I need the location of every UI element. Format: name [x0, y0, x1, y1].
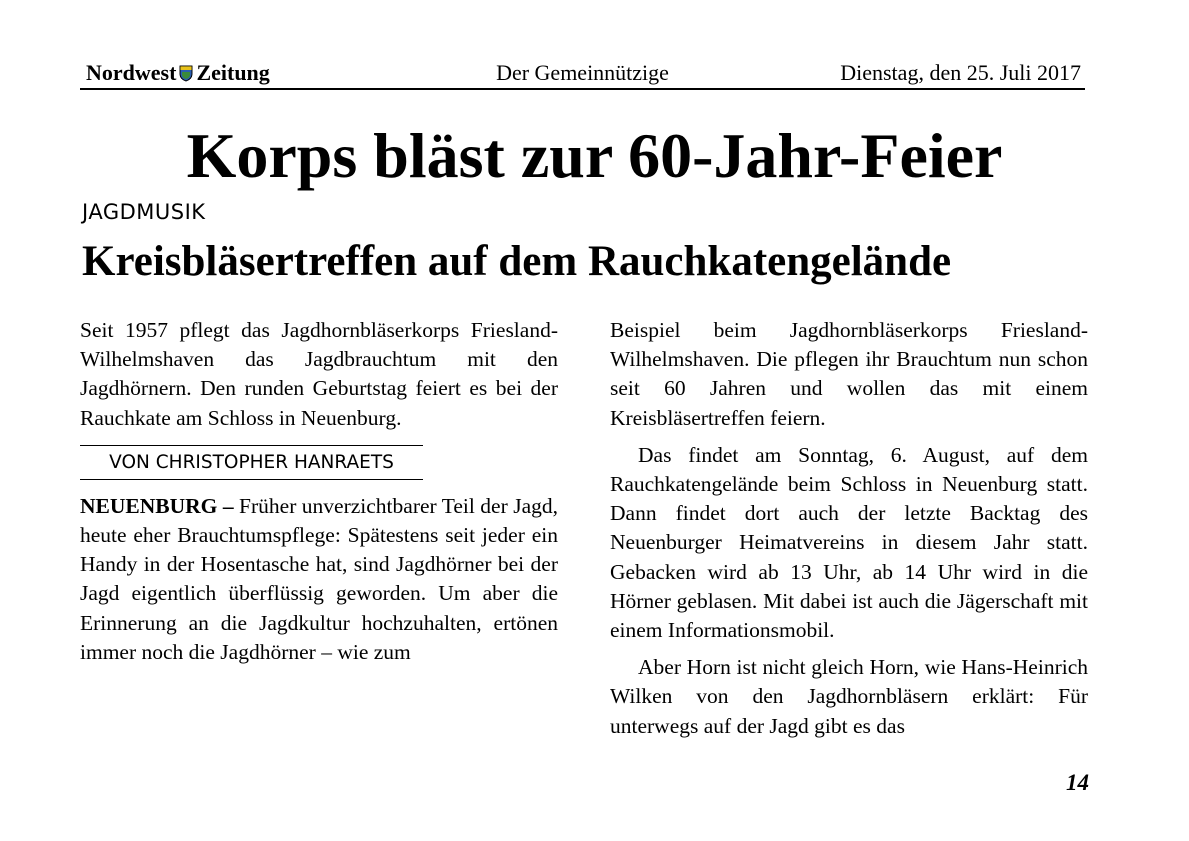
kicker: JAGDMUSIK — [82, 200, 206, 224]
subheadline: Kreisbläsertreffen auf dem Rauchkatengelände — [82, 238, 952, 285]
body-text-1: Früher unverzichtbarer Teil der Jagd, heute eher Brauchtumspflege: Spätestens seit jeder ein Handy in der Hosentasche hat, sind Jagdhörner bei der Jagd eigentlich überflüssig geworden. Um aber die Erinnerung an die Jagdkultur hochzuhalten, ertönen immer noch die Jagdhörner – wie zum — [80, 493, 558, 664]
body-paragraph-2: Beispiel beim Jagdhornbläserkorps Friesland-Wilhelmshaven. Die pflegen ihr Brauchtum nun schon seit 60 Jahren und wollen das mit einem Kreisbläsertreffen feiern. — [610, 318, 1088, 430]
intro-paragraph: Seit 1957 pflegt das Jagdhornbläserkorps Friesland-Wilhelmshaven das Jagdbrauchtum mit den Jagdhörnern. Den runden Geburtstag feiert es bei der Rauchkate am Schloss in Neuenburg. — [80, 318, 558, 430]
article-column-2 — [610, 316, 1088, 741]
masthead — [80, 58, 1085, 90]
body-paragraph-4: Aber Horn ist nicht gleich Horn, wie Hans-Heinrich Wilken von den Jagdhornbläsern erklärt: Für unterwegs auf der Jagd gibt es das — [610, 655, 1088, 738]
section-name: Der Gemeinnützige — [496, 60, 669, 85]
dateline: NEUENBURG – — [80, 493, 234, 518]
issue-date: Dienstag, den 25. Juli 2017 — [840, 60, 1081, 85]
article-column-1 — [80, 316, 558, 667]
body-paragraph-1 — [80, 492, 558, 667]
body-paragraph-3: Das findet am Sonntag, 6. August, auf dem Rauchkatengelände beim Schloss in Neuenburg statt. Dann findet dort auch der letzte Backtag des Neuenburger Heimatvereins in diesem Jahr statt. Gebacken wird ab 13 Uhr, ab 14 Uhr wird in die Hörner geblasen. Mit dabei ist auch die Jägerschaft mit einem Informationsmobil. — [610, 442, 1088, 643]
logo-word-right: Zeitung — [196, 60, 270, 85]
byline: VON CHRISTOPHER HANRAETS — [80, 445, 423, 480]
page-number: 14 — [1066, 770, 1089, 795]
headline: Korps bläst zur 60-Jahr-Feier — [186, 120, 1003, 191]
logo-word-left: Nordwest — [86, 60, 177, 85]
